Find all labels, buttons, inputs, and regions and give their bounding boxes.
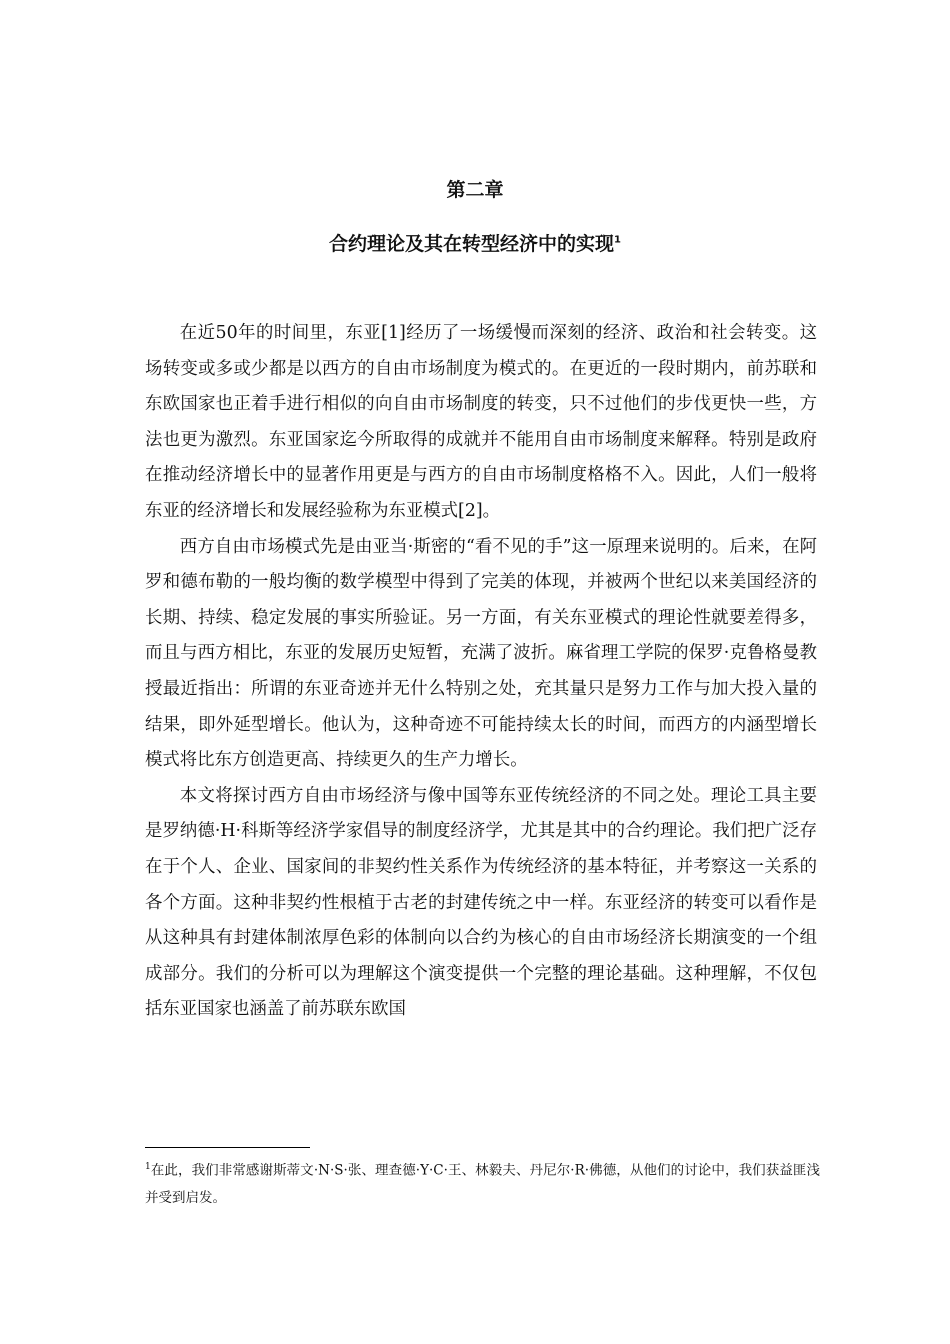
footnote bbox=[145, 1154, 820, 1212]
footnote-mark: 1 bbox=[145, 1162, 151, 1172]
chapter-title bbox=[0, 229, 950, 256]
footnote-text: 在此，我们非常感谢斯蒂文·N·S·张、理查德·Y·C·王、林毅夫、丹尼尔·R·佛德，从他们的讨论中，我们获益匪浅并受到启发。 bbox=[145, 1162, 820, 1206]
chapter-heading: 第二章 bbox=[446, 179, 504, 201]
paragraph: 在近50年的时间里，东亚[1]经历了一场缓慢而深刻的经济、政治和社会转变。这场转变或多或少都是以西方的自由市场制度为模式的。在更近的一段时期内，前苏联和东欧国家也正着手进行相似的向自由市场制度的转变，只不过他们的步伐更快一些，方法也更为激烈。东亚国家迄今所取得的成就并不能用自由市场制度来解释。特别是政府在推动经济增长中的显著作用更是与西方的自由市场制度格格不入。因此，人们一般将东亚的经济增长和发展经验称为东亚模式[2]。 bbox=[145, 323, 817, 521]
title-footnote-mark: 1 bbox=[614, 234, 621, 246]
paragraph: 西方自由市场模式先是由亚当·斯密的“看不见的手”这一原理来说明的。后来，在阿罗和德布勒的一般均衡的数学模型中得到了完美的体现，并被两个世纪以来美国经济的长期、持续、稳定发展的事实所验证。另一方面，有关东亚模式的理论性就要差得多，而且与西方相比，东亚的发展历史短暂，充满了波折。麻省理工学院的保罗·克鲁格曼教授最近指出：所谓的东亚奇迹并无什么特别之处，充其量只是努力工作与加大投入量的结果，即外延型增长。他认为，这种奇迹不可能持续太长的时间，而西方的内涵型增长模式将比东方创造更高、持续更久的生产力增长。 bbox=[145, 536, 817, 771]
footnote-separator bbox=[145, 1147, 310, 1148]
paragraph: 本文将探讨西方自由市场经济与像中国等东亚传统经济的不同之处。理论工具主要是罗纳德·H·科斯等经济学家倡导的制度经济学，尤其是其中的合约理论。我们把广泛存在于个人、企业、国家间的非契约性关系作为传统经济的基本特征，并考察这一关系的各个方面。这种非契约性根植于古老的封建传统之中一样。东亚经济的转变可以看作是从这种具有封建体制浓厚色彩的体制向以合约为核心的自由市场经济长期演变的一个组成部分。我们的分析可以为理解这个演变提供一个完整的理论基础。这种理解，不仅包括东亚国家也涵盖了前苏联东欧国 bbox=[145, 785, 817, 1020]
chapter-title-text: 合约理论及其在转型经济中的实现 bbox=[329, 233, 615, 255]
body-text bbox=[145, 316, 817, 1028]
